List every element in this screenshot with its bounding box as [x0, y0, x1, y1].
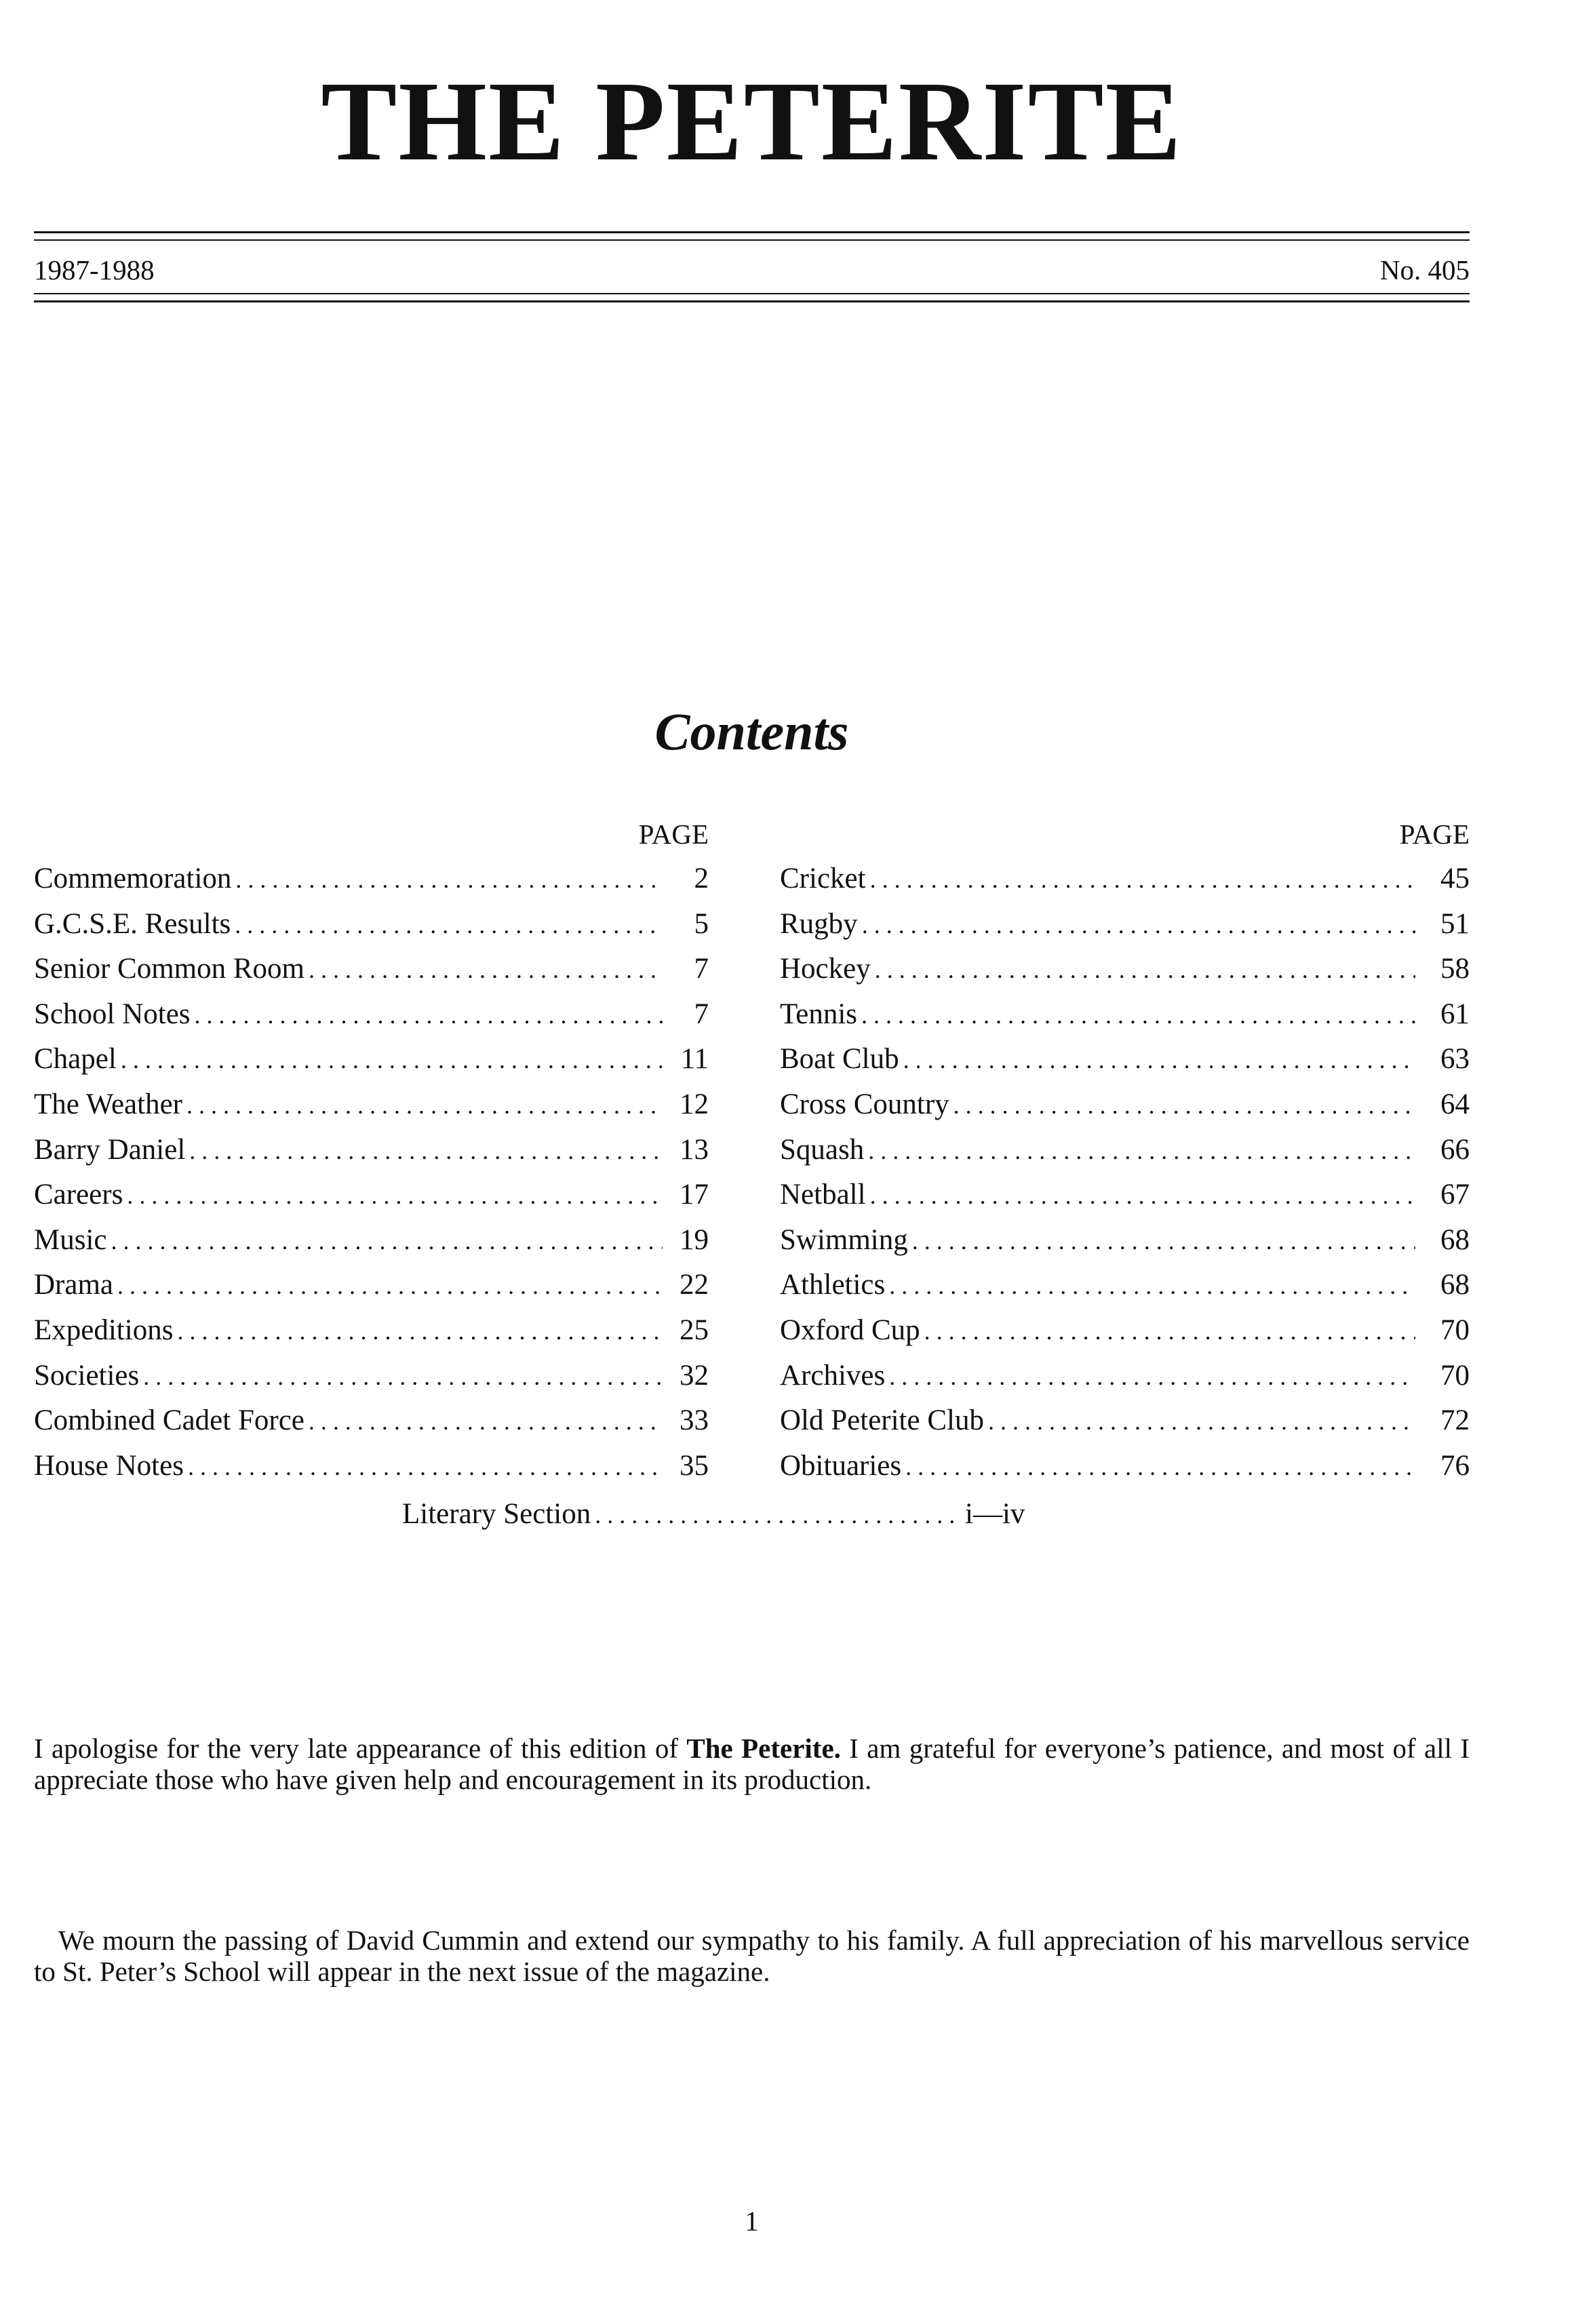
- entry-page: 33: [680, 1404, 709, 1437]
- entry-page: 11: [680, 1043, 709, 1076]
- entry-title: Music: [34, 1223, 107, 1256]
- mourning-text: We mourn the passing of David Cummin and extend our sympathy to his family. A full appreciation of his marvellous service to St. Peter’s School will appear in the next issue of the magazine.: [34, 1925, 1470, 1987]
- entry-page: 76: [1440, 1449, 1470, 1482]
- entry-title: Combined Cadet Force: [34, 1404, 304, 1437]
- dot-leader: [870, 1173, 1415, 1218]
- contents-entry: [780, 856, 1470, 902]
- contents-left-column: [34, 817, 709, 1489]
- entry-title: Expeditions: [34, 1314, 174, 1346]
- dot-leader: [905, 1444, 1415, 1489]
- contents-entry: [780, 1308, 1470, 1354]
- dot-leader: [889, 1354, 1415, 1399]
- entry-page: 68: [1440, 1223, 1470, 1256]
- contents-entry: [780, 1173, 1470, 1218]
- dot-leader: [870, 857, 1415, 902]
- dot-leader: [117, 1263, 663, 1308]
- entry-title: Cross Country: [780, 1088, 949, 1120]
- dot-leader: [861, 993, 1415, 1038]
- entry-page: 7: [694, 953, 709, 985]
- entry-title: G.C.S.E. Results: [34, 907, 231, 940]
- entry-page: 19: [680, 1223, 709, 1256]
- contents-entry: [34, 1263, 709, 1308]
- entry-page: 32: [680, 1359, 709, 1392]
- entry-title: School Notes: [34, 998, 191, 1030]
- dot-leader: [953, 1083, 1415, 1128]
- contents-entry-literary-section: [402, 1492, 1046, 1537]
- entry-page: 13: [680, 1133, 709, 1166]
- contents-entry: [780, 1218, 1470, 1263]
- dot-leader: [889, 1263, 1415, 1308]
- bottom-rule-thin: [34, 293, 1470, 294]
- dot-leader: [595, 1493, 958, 1537]
- contents-entry: [34, 1308, 709, 1354]
- entry-title: Drama: [34, 1269, 113, 1301]
- dot-leader: [127, 1173, 663, 1218]
- contents-entry: [34, 1354, 709, 1399]
- dot-leader: [111, 1219, 663, 1263]
- entry-page: 72: [1440, 1404, 1470, 1437]
- contents-entry: [780, 992, 1470, 1038]
- issue-number: No. 405: [1379, 254, 1470, 285]
- dot-leader: [189, 1128, 663, 1173]
- apology-text-end: I am grateful for everyone’s patience, and most of all I appreciate those who have given help and encouragement in its production.: [34, 1733, 1470, 1795]
- entry-page: 63: [1440, 1043, 1470, 1076]
- top-rule-thin: [34, 239, 1470, 241]
- entry-title: Netball: [780, 1179, 866, 1211]
- dot-leader: [195, 993, 663, 1038]
- contents-entry: [34, 1218, 709, 1263]
- dot-leader: [309, 1399, 663, 1444]
- page-number: 1: [745, 2205, 759, 2237]
- top-rule: [34, 231, 1470, 233]
- entry-title: Squash: [780, 1133, 865, 1166]
- dot-leader: [903, 1038, 1415, 1082]
- dot-leader: [912, 1219, 1415, 1263]
- contents-entry: [34, 1173, 709, 1218]
- contents-entry: [780, 1354, 1470, 1399]
- masthead-title: THE PETERITE: [321, 58, 1183, 184]
- contents-entry: [780, 1037, 1470, 1082]
- entry-page: 12: [680, 1088, 709, 1120]
- magazine-name: The Peterite.: [686, 1733, 841, 1764]
- entry-title: Rugby: [780, 907, 858, 940]
- entry-page: 70: [1440, 1359, 1470, 1392]
- contents-entry: [34, 1398, 709, 1444]
- dot-leader: [924, 1309, 1415, 1354]
- entry-page: 70: [1440, 1314, 1470, 1346]
- contents-entry: [34, 1082, 709, 1128]
- entry-page: 58: [1440, 953, 1470, 985]
- entry-title: Hockey: [780, 953, 871, 985]
- apology-text-start: I apologise for the very late appearance of this edition of: [34, 1733, 687, 1764]
- entry-page: 67: [1440, 1179, 1470, 1211]
- entry-page: i—iv: [965, 1498, 1025, 1530]
- entry-page: 5: [694, 907, 709, 940]
- entry-title: Boat Club: [780, 1043, 899, 1076]
- contents-entry: [780, 1398, 1470, 1444]
- mourning-note: [34, 1925, 1470, 1987]
- entry-title: Obituaries: [780, 1449, 902, 1482]
- entry-title: Old Peterite Club: [780, 1404, 984, 1437]
- dot-leader: [309, 947, 663, 992]
- entry-title: Archives: [780, 1359, 886, 1392]
- contents-list: [780, 856, 1470, 1489]
- contents-entry: [780, 1263, 1470, 1308]
- bottom-rule: [34, 300, 1470, 302]
- entry-page: 61: [1440, 998, 1470, 1030]
- entry-title: House Notes: [34, 1449, 184, 1482]
- entry-title: Oxford Cup: [780, 1314, 920, 1346]
- dot-leader: [235, 857, 663, 902]
- entry-page: 66: [1440, 1133, 1470, 1166]
- contents-entry: [34, 1037, 709, 1082]
- entry-title: Swimming: [780, 1223, 908, 1256]
- entry-title: Careers: [34, 1179, 123, 1211]
- entry-title: Cricket: [780, 863, 866, 894]
- dot-leader: [235, 903, 663, 947]
- dot-leader: [121, 1038, 663, 1082]
- contents-entry: [34, 902, 709, 947]
- entry-page: 45: [1440, 863, 1470, 894]
- contents-entry: [34, 992, 709, 1038]
- entry-page: 51: [1440, 907, 1470, 940]
- entry-page: 2: [694, 863, 709, 894]
- entry-page: 35: [680, 1449, 709, 1482]
- dot-leader: [868, 1128, 1415, 1173]
- entry-page: 7: [694, 998, 709, 1030]
- page-column-header: PAGE: [638, 819, 709, 850]
- contents-entry: [34, 1444, 709, 1489]
- entry-title: Barry Daniel: [34, 1133, 186, 1166]
- entry-title: Commemoration: [34, 863, 232, 894]
- dot-leader: [988, 1399, 1415, 1444]
- contents-right-column: [780, 817, 1470, 1489]
- entry-page: 17: [680, 1179, 709, 1211]
- page-column-header: PAGE: [1399, 819, 1470, 850]
- contents-entry: [780, 1082, 1470, 1128]
- entry-title: Senior Common Room: [34, 953, 304, 985]
- entry-title: Athletics: [780, 1269, 886, 1301]
- dot-leader: [177, 1309, 663, 1354]
- dot-leader: [862, 903, 1415, 947]
- entry-page: 64: [1440, 1088, 1470, 1120]
- contents-entry: [780, 902, 1470, 947]
- contents-list: [34, 856, 709, 1489]
- entry-title: Chapel: [34, 1043, 117, 1076]
- dot-leader: [875, 947, 1415, 992]
- entry-page: 68: [1440, 1269, 1470, 1301]
- dot-leader: [186, 1083, 663, 1128]
- entry-title: Tennis: [780, 998, 858, 1030]
- entry-page: 22: [680, 1269, 709, 1301]
- contents-entry: [780, 1128, 1470, 1173]
- dot-leader: [188, 1444, 663, 1489]
- contents-entry: [34, 1128, 709, 1173]
- contents-entry: [34, 856, 709, 902]
- issue-year: 1987-1988: [34, 254, 155, 285]
- contents-entry: [780, 947, 1470, 992]
- contents-heading: Contents: [654, 702, 849, 761]
- entry-page: 25: [680, 1314, 709, 1346]
- entry-title: Societies: [34, 1359, 140, 1392]
- entry-title: Literary Section: [402, 1498, 591, 1530]
- contents-entry: [780, 1444, 1470, 1489]
- dot-leader: [143, 1354, 663, 1399]
- entry-title: The Weather: [34, 1088, 182, 1120]
- apology-note: [34, 1733, 1470, 1795]
- contents-entry: [34, 947, 709, 992]
